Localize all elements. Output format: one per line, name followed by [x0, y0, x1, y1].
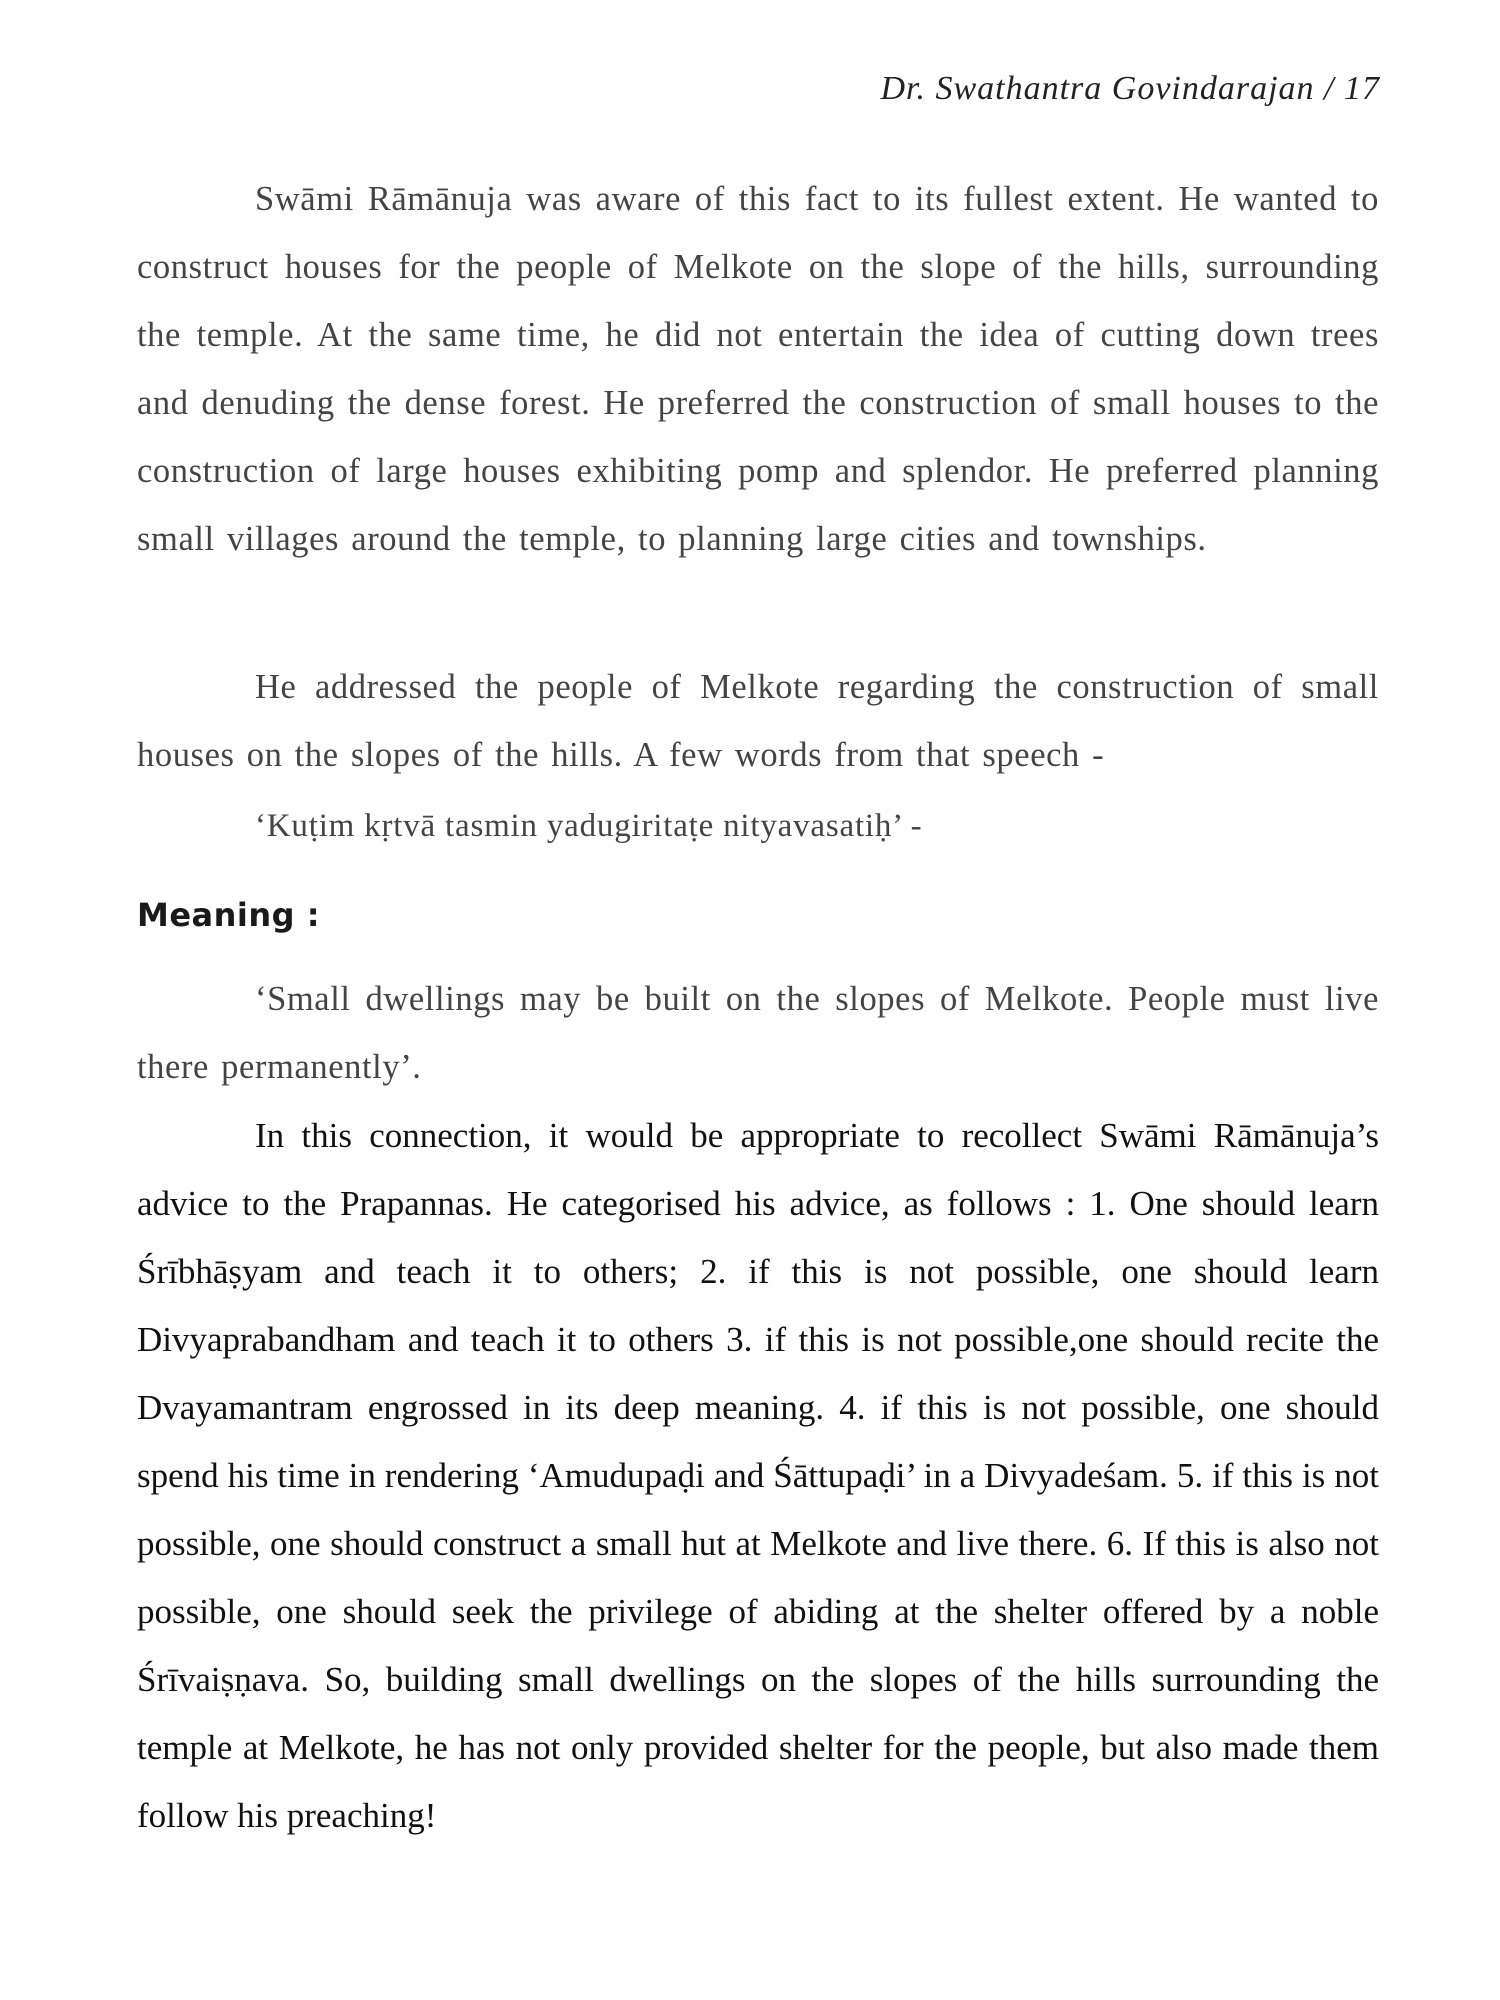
paragraph-3-text: ‘Small dwellings may be built on the slopes of Melkote. People must live there permanently’.: [137, 980, 1379, 1086]
paragraph-1: [137, 165, 1379, 573]
meaning-heading: Meaning :: [137, 896, 321, 934]
paragraph-1-text: Swāmi Rāmānuja was aware of this fact to its fullest extent. He wanted to construct houses for the people of Melkote on the slope of the hills, surrounding the temple. At the same time, he did not entertain the idea of cutting down trees and denuding the dense forest. He preferred the construction of small houses to the construction of large houses exhibiting pomp and splendor. He preferred planning small villages around the temple, to planning large cities and townships.: [137, 180, 1379, 558]
paragraph-4: [137, 1102, 1379, 1850]
paragraph-4-text: In this connection, it would be appropriate to recollect Swāmi Rāmānuja’s advice to the Prapannas. He categorised his advice, as follows : 1. One should learn Śrībhāṣyam and teach it to others; 2. if this is not possible, one should learn Divyaprabandham and teach it to others 3. if this is not possible,one should recite the Dvayamantram engrossed in its deep meaning. 4. if this is not possible, one should spend his time in rendering ‘Amudupaḍi and Śāttupaḍi’ in a Divyadeśam. 5. if this is not possible, one should construct a small hut at Melkote and live there. 6. If this is also not possible, one should seek the privilege of abiding at the shelter offered by a noble Śrīvaiṣṇava. So, building small dwellings on the slopes of the hills surrounding the temple at Melkote, he has not only provided shelter for the people, but also made them follow his preaching!: [137, 1116, 1379, 1835]
sanskrit-quote: ‘Kuṭim kṛtvā tasmin yadugiritaṭe nityavasatiḥ’ -: [255, 808, 923, 844]
paragraph-2: [137, 653, 1379, 789]
paragraph-2-text: He addressed the people of Melkote regarding the construction of small houses on the slopes of the hills. A few words from that speech -: [137, 668, 1379, 774]
running-header: Dr. Swathantra Govindarajan / 17: [880, 70, 1380, 107]
paragraph-3: [137, 965, 1379, 1101]
